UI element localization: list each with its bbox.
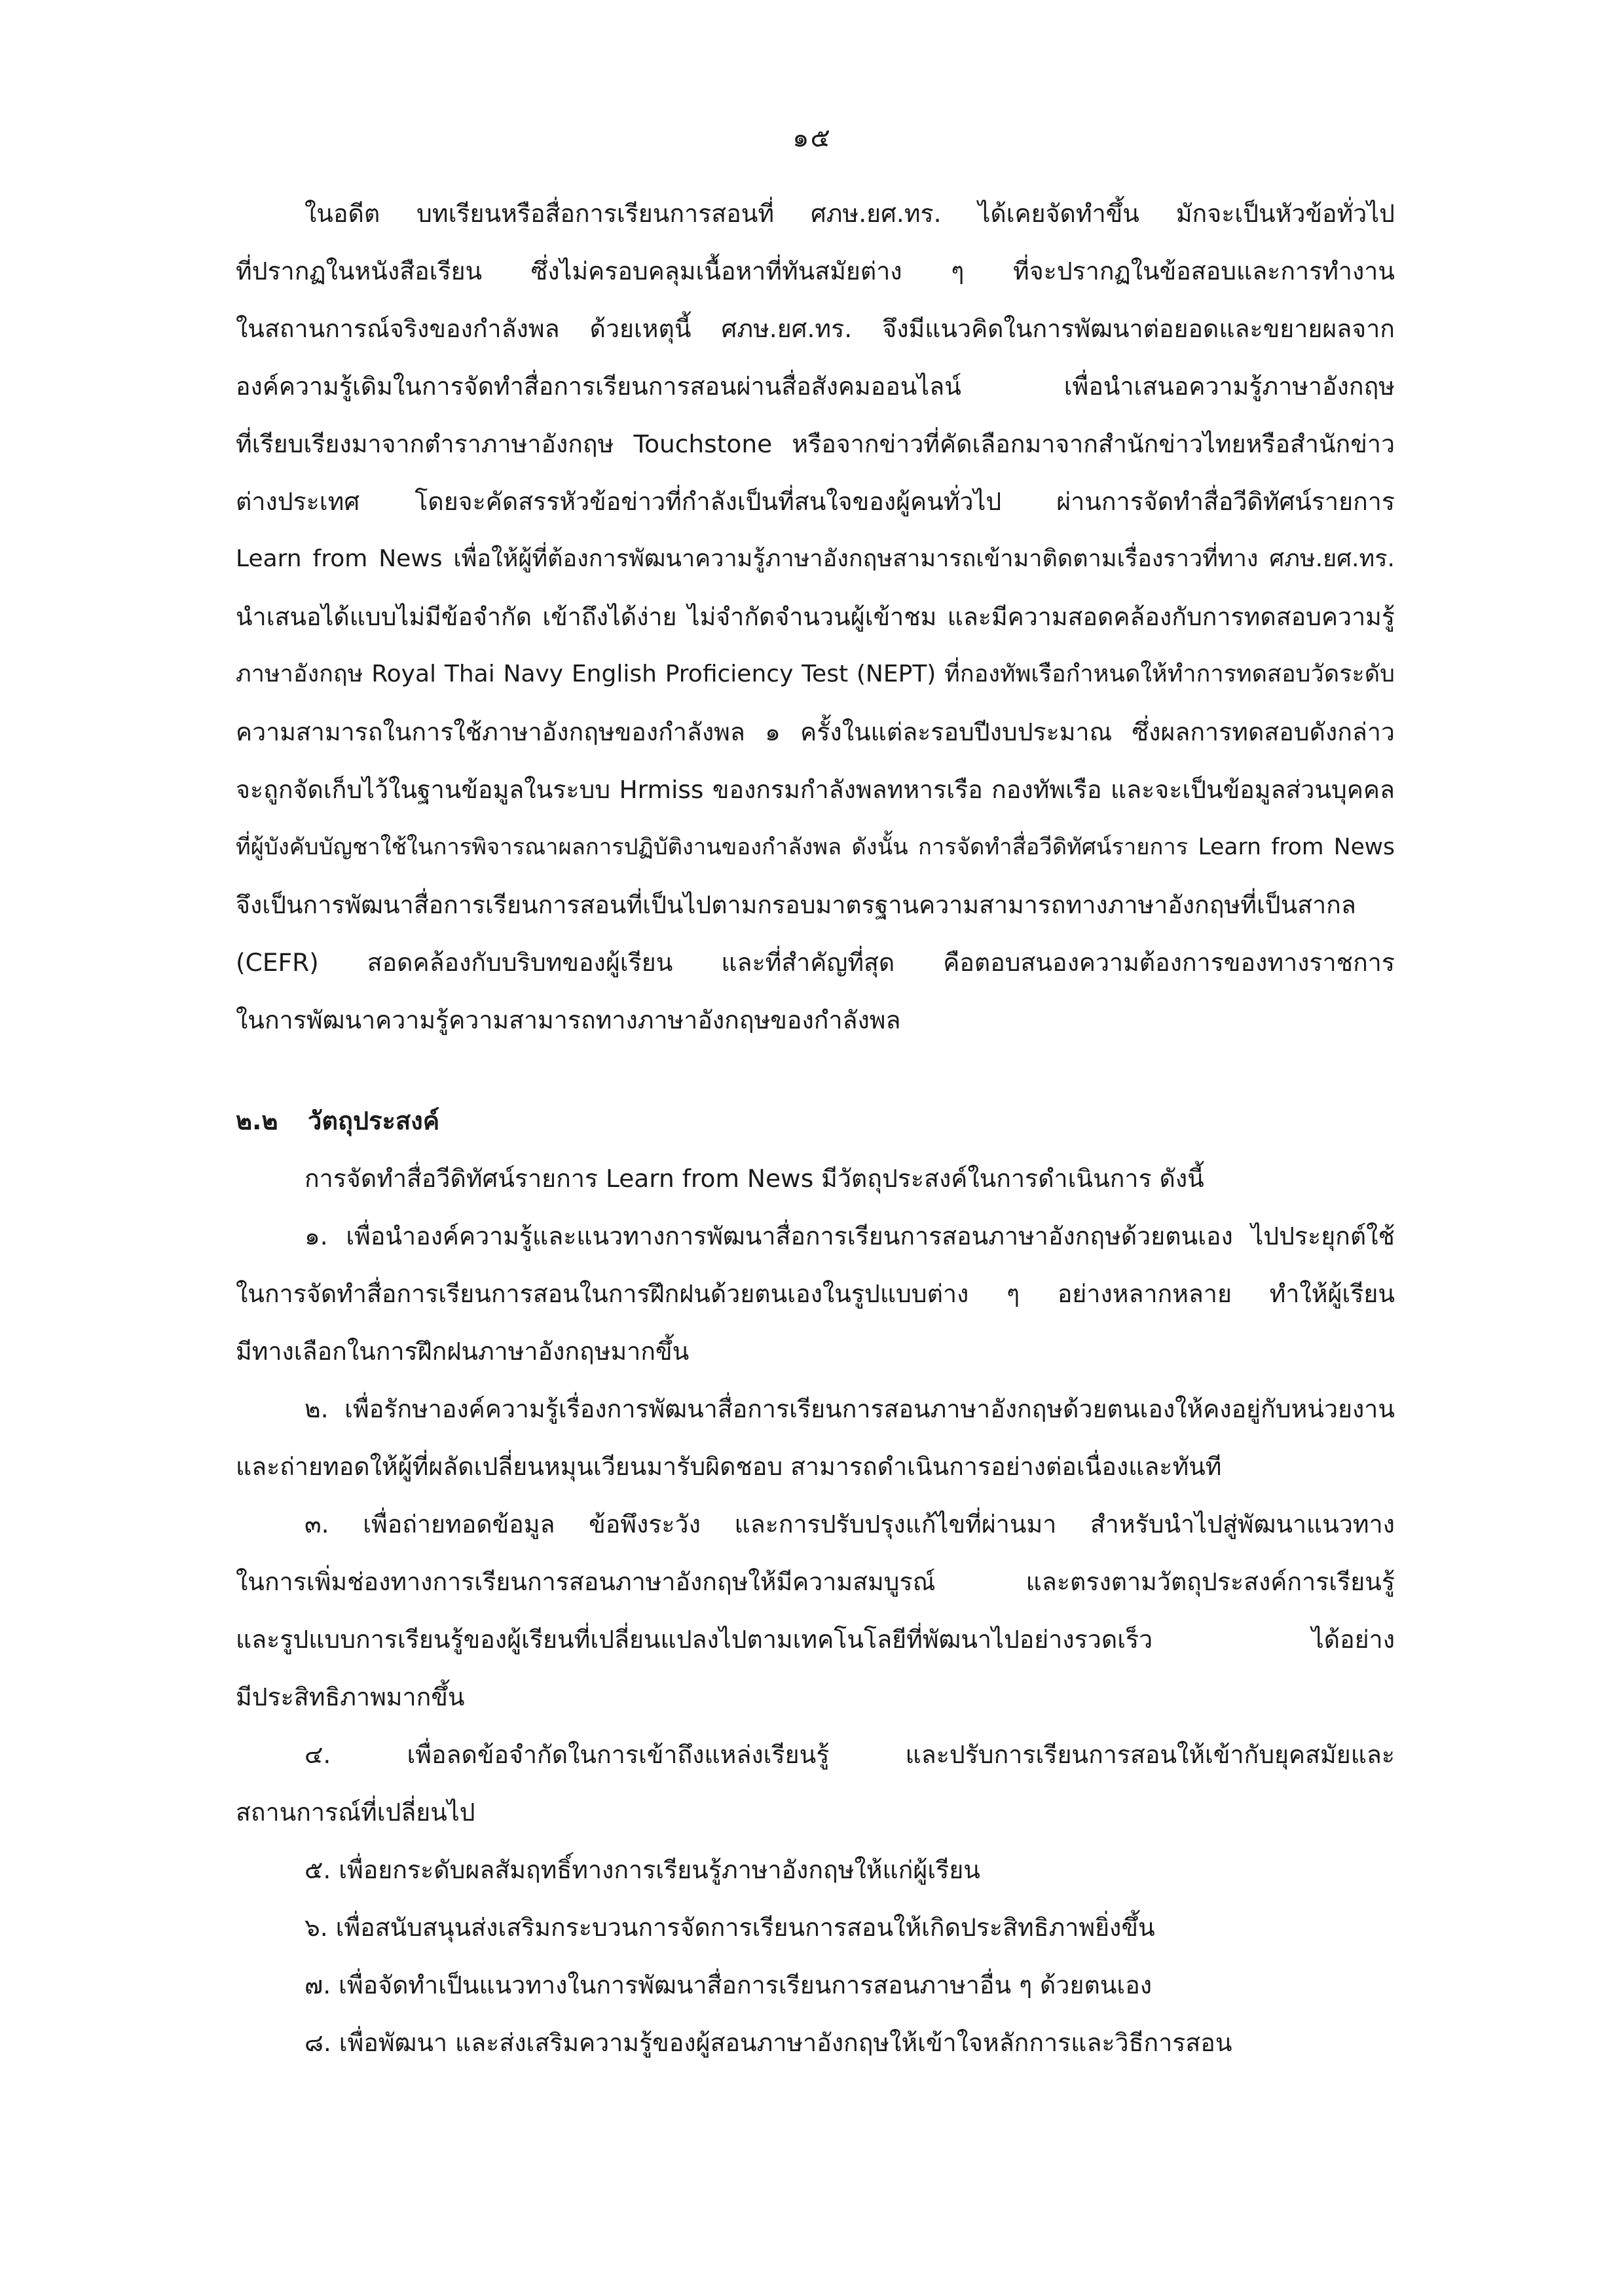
section-heading [236,1092,1395,1150]
objective-line: ในการจัดทำสื่อการเรียนการสอนในการฝึกฝนด้วยตนเองในรูปแบบต่าง ๆ อย่างหลากหลาย ทำให้ผู้เรียน [236,1279,1395,1308]
paragraph-line: นำเสนอได้แบบไม่มีข้อจำกัด เข้าถึงได้ง่าย ไม่จำกัดจำนวนผู้เข้าชม และมีความสอดคล้องกับการทดสอบความรู้ [236,602,1395,631]
objective-line: ๕. เพื่อยกระดับผลสัมฤทธิ์ทางการเรียนรู้ภาษาอังกฤษให้แก่ผู้เรียน [304,1855,980,1884]
objective-line: มีทางเลือกในการฝึกฝนภาษาอังกฤษมากขึ้น [236,1337,690,1366]
objective-line: ๔. เพื่อลดข้อจำกัดในการเข้าถึงแหล่งเรียนรู้ และปรับการเรียนการสอนให้เข้ากับยุคสมัยและ [304,1740,1395,1769]
paragraph-line: Learn from News เพื่อให้ผู้ที่ต้องการพัฒนาความรู้ภาษาอังกฤษสามารถเข้ามาติดตามเรื่องราวที่ทาง ศภษ.ยศ.ทร. [236,545,1395,572]
objective-item-5 [236,1841,1395,1899]
objective-item-6 [236,1899,1395,1956]
paragraph-line: ที่เรียบเรียงมาจากตำราภาษาอังกฤษ Touchstone หรือจากข่าวที่คัดเลือกมาจากสำนักข่าวไทยหรือสำนักข่าว [236,429,1395,458]
objective-line: ๒. เพื่อรักษาองค์ความรู้เรื่องการพัฒนาสื่อการเรียนการสอนภาษาอังกฤษด้วยตนเองให้คงอยู่กับหน่วยงาน [304,1394,1395,1423]
paragraph-line: องค์ความรู้เดิมในการจัดทำสื่อการเรียนการสอนผ่านสื่อสังคมออนไลน์ เพื่อนำเสนอความรู้ภาษาอังกฤษ [236,372,1395,401]
page-content [236,185,1395,2071]
paragraph-line: ความสามารถในการใช้ภาษาอังกฤษของกำลังพล ๑ ครั้งในแต่ละรอบปีงบประมาณ ซึ่งผลการทดสอบดังกล่าว [236,718,1395,746]
objective-line: ๘. เพื่อพัฒนา และส่งเสริมความรู้ของผู้สอนภาษาอังกฤษให้เข้าใจหลักการและวิธีการสอน [304,2028,1232,2057]
intro-paragraph [236,185,1395,1049]
objective-item-2 [236,1380,1395,1495]
paragraph-line: ในการพัฒนาความรู้ความสามารถทางภาษาอังกฤษของกำลังพล [236,1006,901,1034]
objective-item-4 [236,1726,1395,1841]
section-title: วัตถุประสงค์ [308,1106,440,1135]
paragraph-line: ต่างประเทศ โดยจะคัดสรรหัวข้อข่าวที่กำลังเป็นที่สนใจของผู้คนทั่วไป ผ่านการจัดทำสื่อวีดิทัศน์รายการ [236,487,1395,516]
objective-line: ในการเพิ่มช่องทางการเรียนการสอนภาษาอังกฤษให้มีความสมบูรณ์ และตรงตามวัตถุประสงค์การเรียนรู้ [236,1567,1395,1596]
paragraph-line: ที่ผู้บังคับบัญชาใช้ในการพิจารณาผลการปฏิบัติงานของกำลังพล ดังนั้น การจัดทำสื่อวีดิทัศน์รายการ Learn from News [236,834,1395,860]
objective-line: ๖. เพื่อสนับสนุนส่งเสริมกระบวนการจัดการเรียนการสอนให้เกิดประสิทธิภาพยิ่งขึ้น [304,1913,1155,1942]
paragraph-line: (CEFR) สอดคล้องกับบริบทของผู้เรียน และที่สำคัญที่สุด คือตอบสนองความต้องการของทางราชการ [236,948,1395,977]
objective-item-3 [236,1495,1395,1726]
page-number: ๑๕ [792,123,832,153]
paragraph-line: ในอดีต บทเรียนหรือสื่อการเรียนการสอนที่ ศภษ.ยศ.ทร. ได้เคยจัดทำขึ้น มักจะเป็นหัวข้อทั่วไป [304,199,1395,228]
objective-item-7 [236,1956,1395,2014]
paragraph-line: ที่ปรากฏในหนังสือเรียน ซึ่งไม่ครอบคลุมเนื้อหาที่ทันสมัยต่าง ๆ ที่จะปรากฏในข้อสอบและการทำงาน [236,257,1395,285]
paragraph-line: ภาษาอังกฤษ Royal Thai Navy English Proficiency Test (NEPT) ที่กองทัพเรือกำหนดให้ทำการทดสอบวัดระดับ [236,661,1395,687]
section-lead: การจัดทำสื่อวีดิทัศน์รายการ Learn from News มีวัตถุประสงค์ในการดำเนินการ ดังนี้ [304,1164,1204,1193]
objective-line: มีประสิทธิภาพมากขึ้น [236,1683,465,1711]
objective-line: และรูปแบบการเรียนรู้ของผู้เรียนที่เปลี่ยนแปลงไปตามเทคโนโลยีที่พัฒนาไปอย่างรวดเร็ว ได้อย่าง [236,1625,1395,1654]
section-number: ๒.๒ [236,1106,278,1135]
objective-line: ๓. เพื่อถ่ายทอดข้อมูล ข้อพึงระวัง และการปรับปรุงแก้ไขที่ผ่านมา สำหรับนำไปสู่พัฒนาแนวทาง [304,1510,1395,1539]
objective-line: ๗. เพื่อจัดทำเป็นแนวทางในการพัฒนาสื่อการเรียนการสอนภาษาอื่น ๆ ด้วยตนเอง [304,1971,1153,1999]
objective-line: สถานการณ์ที่เปลี่ยนไป [236,1798,475,1827]
objective-line: ๑. เพื่อนำองค์ความรู้และแนวทางการพัฒนาสื่อการเรียนการสอนภาษาอังกฤษด้วยตนเอง ไปประยุกต์ใช้ [304,1222,1395,1250]
paragraph-line: จะถูกจัดเก็บไว้ในฐานข้อมูลในระบบ Hrmiss ของกรมกำลังพลทหารเรือ กองทัพเรือ และจะเป็นข้อมูลส่วนบุคคล [236,775,1395,804]
paragraph-line: ในสถานการณ์จริงของกำลังพล ด้วยเหตุนี้ ศภษ.ยศ.ทร. จึงมีแนวคิดในการพัฒนาต่อยอดและขยายผลจาก [236,314,1395,343]
objective-line: และถ่ายทอดให้ผู้ที่ผลัดเปลี่ยนหมุนเวียนมารับผิดชอบ สามารถดำเนินการอย่างต่อเนื่องและทันที [236,1452,1222,1481]
section-spacer [236,1049,1395,1092]
objective-item-8 [236,2014,1395,2071]
paragraph-line: จึงเป็นการพัฒนาสื่อการเรียนการสอนที่เป็นไปตามกรอบมาตรฐานความสามารถทางภาษาอังกฤษที่เป็นสากล [236,890,1356,919]
objective-item-1 [236,1207,1395,1380]
